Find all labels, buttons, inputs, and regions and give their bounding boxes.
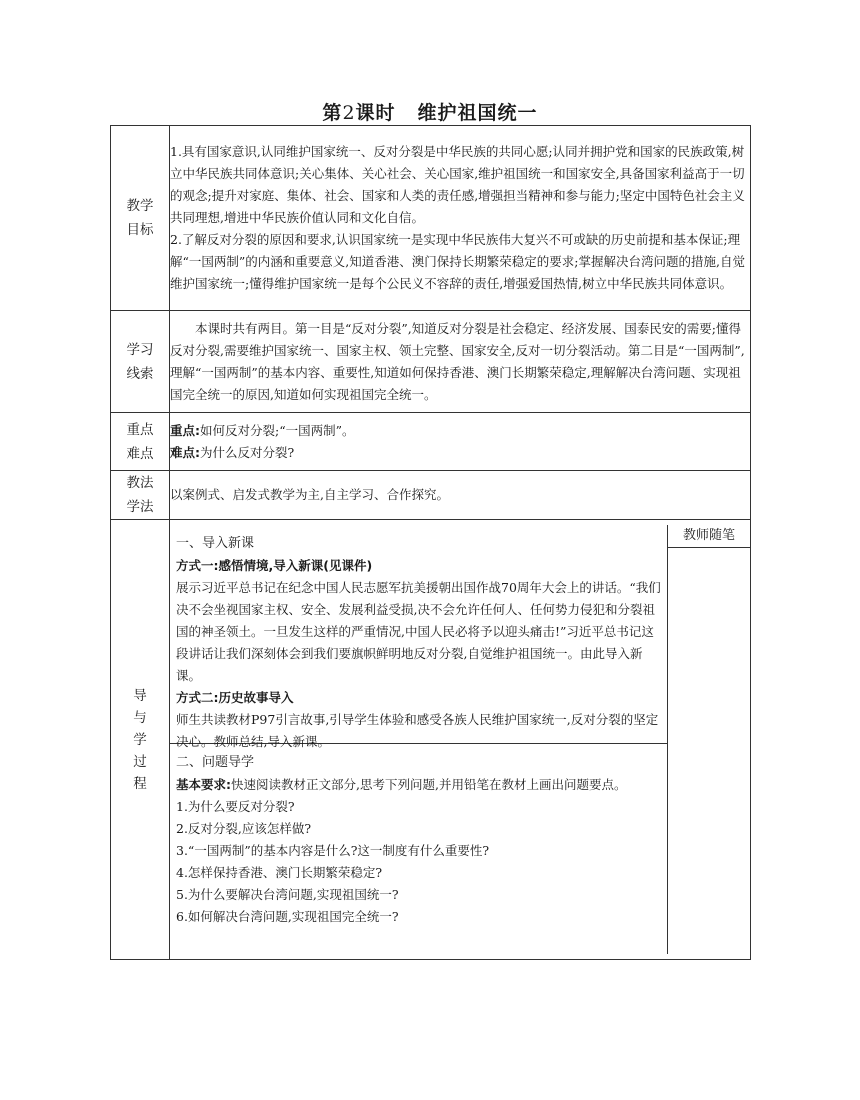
way1-title: 方式一:感悟情境,导入新课(见课件) <box>176 558 373 573</box>
label-objectives <box>111 126 170 311</box>
process-inner-table <box>170 525 750 954</box>
basic-requirement <box>176 774 661 796</box>
label-process-char-5: 程 <box>133 775 147 792</box>
focus-content <box>170 413 751 471</box>
label-objectives-line1: 教学 <box>126 198 154 214</box>
title-lesson-number: 2 <box>342 102 356 124</box>
label-clue <box>111 311 170 413</box>
label-focus-line2: 难点 <box>126 445 154 462</box>
question-item: 5.为什么要解决台湾问题,实现祖国统一? <box>176 887 399 902</box>
label-process <box>111 520 170 960</box>
question-item: 4.怎样保持香港、澳门长期繁荣稳定? <box>176 865 383 880</box>
row-method <box>111 471 751 520</box>
teacher-notes-column <box>668 525 751 954</box>
section-questions <box>170 744 667 954</box>
label-method <box>111 471 170 520</box>
method-content <box>170 471 751 520</box>
question-item: 1.为什么要反对分裂? <box>176 799 295 814</box>
label-focus-line1: 重点 <box>126 421 154 438</box>
requirement-label: 基本要求: <box>176 777 231 792</box>
title-topic: 维护祖国统一 <box>417 102 538 124</box>
label-clue-line1: 学习 <box>126 341 154 358</box>
way2-text: 师生共读教材P97引言故事,引导学生体验和感受各族人民维护国家统一,反对分裂的坚定决心。教师总结,导入新课。 <box>176 712 659 749</box>
label-focus <box>111 413 170 471</box>
key-point-label: 重点: <box>170 422 200 438</box>
process-content <box>170 520 751 960</box>
way2-title: 方式二:历史故事导入 <box>176 690 294 705</box>
page-title <box>0 98 860 125</box>
label-method-line1: 教法 <box>126 475 154 491</box>
clue-content <box>170 311 751 413</box>
label-process-char-4: 过 <box>133 753 147 770</box>
questions-heading: 二、问题导学 <box>176 755 255 770</box>
method-text: 以案例式、启发式教学为主,自主学习、合作探究。 <box>170 487 449 502</box>
requirement-text: 快速阅读教材正文部分,思考下列问题,并用铅笔在教材上画出问题要点。 <box>231 777 627 792</box>
objectives-content <box>170 126 751 311</box>
key-point <box>170 420 750 442</box>
row-focus <box>111 413 751 471</box>
intro-heading: 一、导入新课 <box>176 536 255 551</box>
label-method-line2: 学法 <box>126 499 154 515</box>
row-clue <box>111 311 751 413</box>
teacher-notes-header: 教师随笔 <box>668 525 750 548</box>
label-objectives-line2: 目标 <box>126 222 154 238</box>
row-objectives <box>111 126 751 311</box>
difficult-point <box>170 442 750 464</box>
title-prefix: 第 <box>322 102 343 124</box>
label-process-char-1: 导 <box>133 687 147 704</box>
row-process <box>111 520 751 960</box>
section-intro <box>170 525 667 749</box>
lesson-plan-table <box>110 125 751 960</box>
label-process-char-2: 与 <box>133 709 147 726</box>
title-suffix: 课时 <box>355 102 396 124</box>
question-item: 6.如何解决台湾问题,实现祖国完全统一? <box>176 909 399 924</box>
label-process-char-3: 学 <box>133 731 147 748</box>
objective-2: 2.了解反对分裂的原因和要求,认识国家统一是实现中华民族伟大复兴不可或缺的历史前提和基本保证;理解“一国两制”的内涵和重要意义,知道香港、澳门保持长期繁荣稳定的要求;掌握解决台湾问题的措施,自觉维护国家统一;懂得维护国家统一是每个公民义不容辞的责任,增强爱国热情,树立中华民族共同体意识。 <box>170 232 745 291</box>
objective-1: 1.具有国家意识,认同维护国家统一、反对分裂是中华民族的共同心愿;认同并拥护党和国家的民族政策,树立中华民族共同体意识;关心集体、关心社会、关心国家,维护祖国统一和国家安全,具备国家利益高于一切的观念;提升对家庭、集体、社会、国家和人类的责任感,增强担当精神和参与能力;坚定中国特色社会主义共同理想,增进中华民族价值认同和文化自信。 <box>170 144 745 225</box>
way1-text: 展示习近平总书记在纪念中国人民志愿军抗美援朝出国作战70周年大会上的讲话。“我们决不会坐视国家主权、安全、发展利益受损,决不会允许任何人、任何势力侵犯和分裂祖国的神圣领土。一旦发生这样的严重情况,中国人民必将予以迎头痛击!”习近平总书记这段讲话让我们深刻体会到我们要旗帜鲜明地反对分裂,自觉维护祖国统一。由此导入新课。 <box>176 580 661 683</box>
key-point-text: 如何反对分裂;“一国两制”。 <box>200 422 355 438</box>
question-item: 3.“一国两制”的基本内容是什么?这一制度有什么重要性? <box>176 843 490 858</box>
difficult-point-label: 难点: <box>170 444 200 460</box>
question-item: 2.反对分裂,应该怎样做? <box>176 821 312 836</box>
clue-text: 本课时共有两目。第一目是“反对分裂”,知道反对分裂是社会稳定、经济发展、国泰民安的需要;懂得反对分裂,需要维护国家统一、国家主权、领土完整、国家安全,反对一切分裂活动。第二目是“一国两制”,理解“一国两制”的基本内容、重要性,知道如何保持香港、澳门长期繁荣稳定,理解解决台湾问题、实现祖国完全统一的原因,知道如何实现祖国完全统一。 <box>170 320 745 402</box>
label-clue-line2: 线索 <box>126 365 154 382</box>
process-main-column <box>170 525 668 954</box>
difficult-point-text: 为什么反对分裂? <box>200 444 295 460</box>
